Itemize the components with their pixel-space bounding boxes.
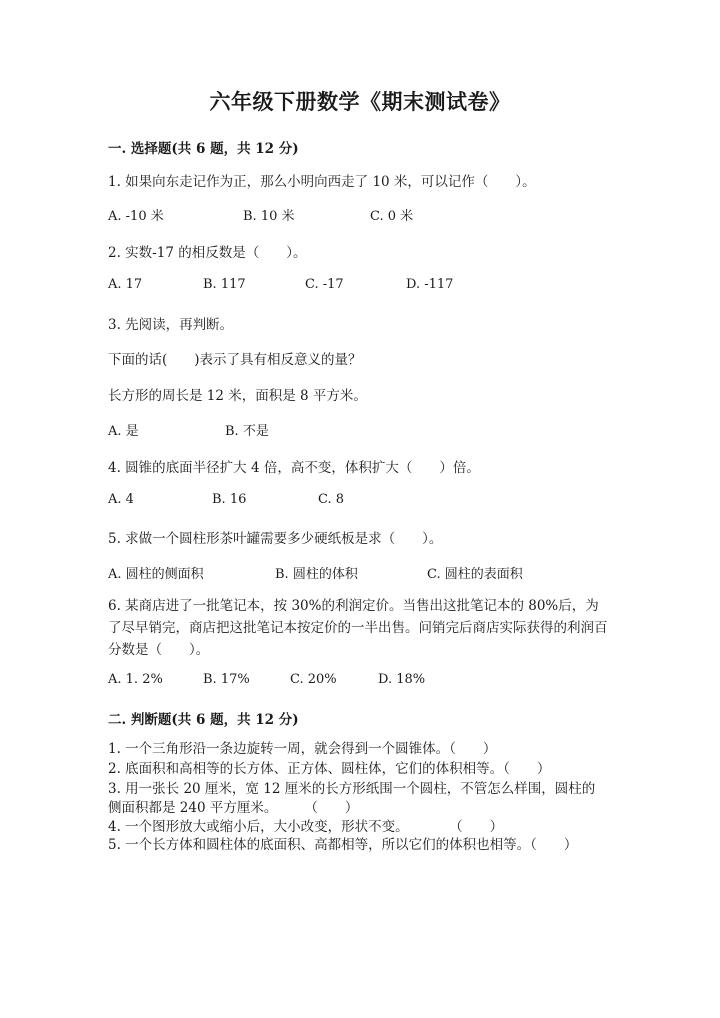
q2-option-d: D. -117 xyxy=(406,277,454,292)
q6-option-b: B. 17% xyxy=(203,672,250,687)
section-heading-true-false: 二. 判断题(共 6 题，共 12 分) xyxy=(108,712,299,728)
tf-item-4: 4. 一个图形放大或缩小后，大小改变，形状不变。 （ ） xyxy=(108,819,504,835)
q5-option-c: C. 圆柱的表面积 xyxy=(427,567,523,582)
question-4: 4. 圆锥的底面半径扩大 4 倍，高不变，体积扩大（ ）倍。 xyxy=(108,460,480,476)
question-6: 6. 某商店进了一批笔记本，按 30%的利润定价。当售出这批笔记本的 80%后，为了尽早销完，商店把这批笔记本按定价的一半出售。问销完后商店实际获得的利润百分数是（ ）。 xyxy=(108,598,608,658)
section-heading-multiple-choice: 一. 选择题(共 6 题，共 12 分) xyxy=(108,141,299,157)
tf-item-2: 2. 底面积和高相等的长方体、正方体、圆柱体，它们的体积相等。（ ） xyxy=(108,761,551,777)
q3-option-b: B. 不是 xyxy=(225,424,269,439)
q6-option-d: D. 18% xyxy=(378,672,426,687)
q2-option-b: B. 117 xyxy=(203,277,246,292)
question-3-example: 长方形的周长是 12 米，面积是 8 平方米。 xyxy=(108,388,367,404)
question-1: 1. 如果向东走记作为正，那么小明向西走了 10 米，可以记作（ ）。 xyxy=(108,174,536,190)
q1-option-c: C. 0 米 xyxy=(370,209,414,224)
q1-option-b: B. 10 米 xyxy=(243,209,295,224)
q4-option-b: B. 16 xyxy=(212,492,247,507)
tf-item-5: 5. 一个长方体和圆柱体的底面积、高都相等，所以它们的体积也相等。（ ） xyxy=(108,837,578,853)
page-title: 六年级下册数学《期末测试卷》 xyxy=(209,89,511,114)
q5-option-a: A. 圆柱的侧面积 xyxy=(108,567,204,582)
question-2: 2. 实数-17 的相反数是（ ）。 xyxy=(108,245,307,261)
q4-option-a: A. 4 xyxy=(108,492,134,507)
question-3: 3. 先阅读，再判断。 xyxy=(108,317,234,333)
q3-option-a: A. 是 xyxy=(108,424,139,439)
q2-option-c: C. -17 xyxy=(305,277,344,292)
tf-item-3: 3. 用一张长 20 厘米，宽 12 厘米的长方形纸围一个圆柱，不管怎么样围，圆柱的侧面积都是 240 平方厘米。 （ ） xyxy=(108,781,596,816)
q2-option-a: A. 17 xyxy=(108,277,143,292)
q6-option-a: A. 1. 2% xyxy=(108,672,163,687)
tf-item-1: 1. 一个三角形沿一条边旋转一周，就会得到一个圆锥体。（ ） xyxy=(108,741,497,757)
question-5: 5. 求做一个圆柱形茶叶罐需要多少硬纸板是求（ ）。 xyxy=(108,531,443,547)
q6-option-c: C. 20% xyxy=(290,672,337,687)
question-3-statement: 下面的话( )表示了具有相反意义的量？ xyxy=(108,352,362,368)
q4-option-c: C. 8 xyxy=(318,492,345,507)
q1-option-a: A. -10 米 xyxy=(108,209,164,224)
q5-option-b: B. 圆柱的体积 xyxy=(275,567,358,582)
